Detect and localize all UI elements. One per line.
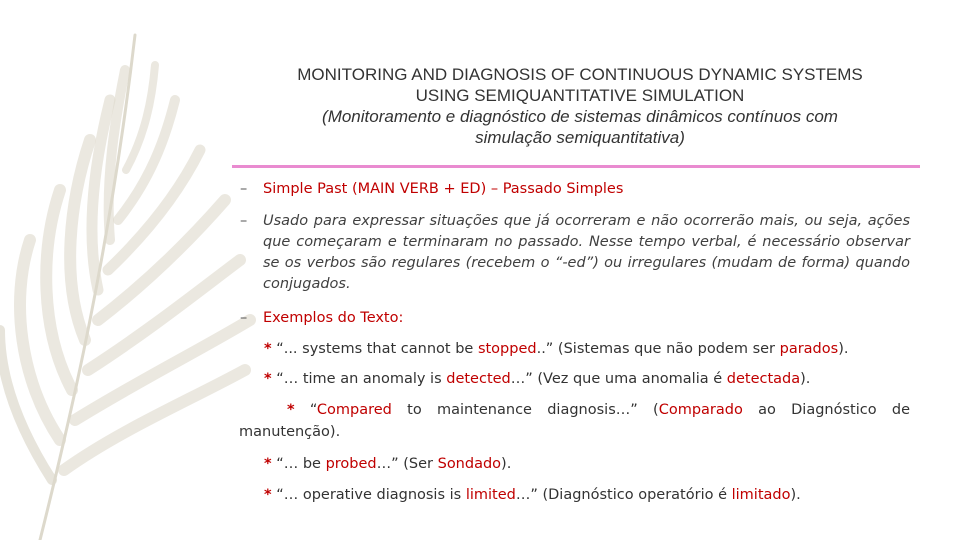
bullet-description	[240, 211, 910, 295]
example-verb-portuguese: limitado	[731, 487, 791, 503]
bullet-dash: –	[240, 213, 248, 229]
example-text: …” (Vez que uma anomalia é	[510, 371, 727, 387]
example-text: “… time an anomaly is	[276, 371, 447, 387]
example-item	[264, 368, 924, 390]
example-text: ..” (Sistemas que não podem ser	[536, 341, 780, 357]
example-bullet-star: *	[264, 341, 272, 357]
example-verb-portuguese: Sondado	[437, 456, 502, 472]
bullet-dash: –	[240, 310, 248, 326]
title-line-1: MONITORING AND DIAGNOSIS OF CONTINUOUS DYNAMIC SYSTEMS	[297, 65, 863, 84]
example-item	[264, 338, 924, 360]
examples-label-text: Exemplos do Texto:	[263, 310, 404, 326]
example-verb-english: Compared	[316, 402, 392, 418]
example-verb-english: probed	[325, 456, 377, 472]
example-text: ao Diagnóstico de manutenção).	[239, 402, 911, 440]
example-text: ).	[800, 371, 811, 387]
example-text: “… operative diagnosis is	[276, 487, 466, 503]
example-text: …” (Diagnóstico operatório é	[515, 487, 732, 503]
example-text: “	[309, 402, 317, 418]
title-translation-line-1: (Monitoramento e diagnóstico de sistemas dinâmicos contínuos com	[322, 107, 838, 126]
example-bullet-star: *	[287, 402, 295, 418]
example-text: ).	[790, 487, 801, 503]
example-bullet-star: *	[264, 487, 272, 503]
bullet-heading-text: Simple Past (MAIN VERB + ED) – Passado Simples	[263, 181, 624, 197]
example-text: …” (Ser	[376, 456, 438, 472]
title-line-2: USING SEMIQUANTITATIVE SIMULATION	[415, 86, 745, 105]
example-text: “... systems that cannot be	[276, 341, 478, 357]
example-item	[264, 453, 924, 475]
example-verb-english: stopped	[477, 341, 537, 357]
example-text: ).	[838, 341, 849, 357]
example-verb-portuguese: detectada	[726, 371, 801, 387]
bullet-heading	[240, 179, 920, 200]
slide-title	[230, 64, 930, 148]
example-verb-english: limited	[465, 487, 516, 503]
example-item	[239, 399, 910, 443]
bullet-description-text: Usado para expressar situações que já ocorreram e não ocorrerão mais, ou seja, ações que começaram e terminaram no passado. Nesse tempo verbal, é necessário observar se os verbos são regulares (recebem o “-ed”) ou irregulares (mudam de forma) quando conjugados.	[263, 213, 910, 292]
example-verb-portuguese: Comparado	[658, 402, 743, 418]
example-text: “… be	[276, 456, 326, 472]
bullet-examples-label	[240, 308, 920, 329]
bullet-dash: –	[240, 181, 248, 197]
example-item	[264, 484, 924, 506]
example-verb-portuguese: parados	[779, 341, 839, 357]
example-bullet-star: *	[264, 371, 272, 387]
example-text: ).	[501, 456, 512, 472]
example-verb-english: detected	[446, 371, 511, 387]
example-bullet-star: *	[264, 456, 272, 472]
example-text: to maintenance diagnosis…” (	[391, 402, 659, 418]
title-translation-line-2: simulação semiquantitativa)	[475, 128, 685, 147]
title-underline-rule	[232, 165, 920, 168]
